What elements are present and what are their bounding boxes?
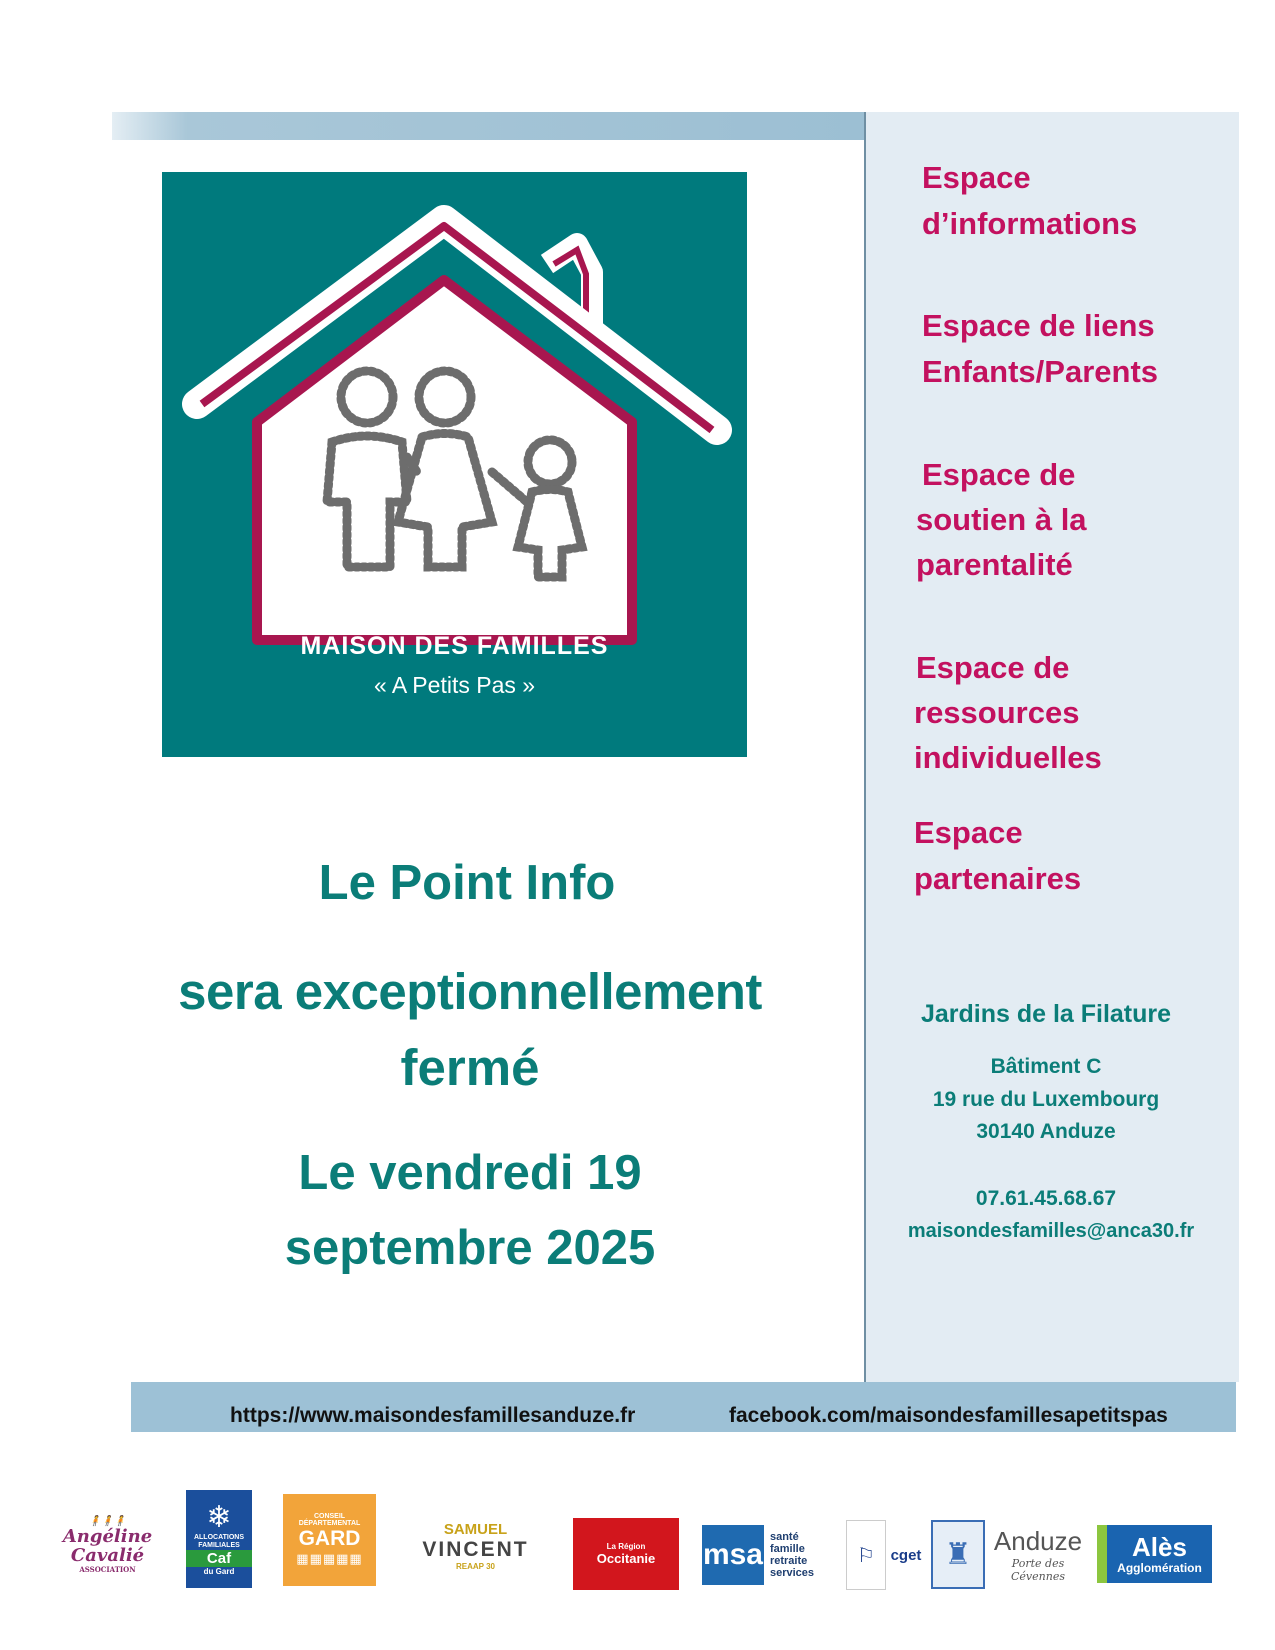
space-partenaires: Espace partenaires [914,815,1082,896]
samuel-vincent-logo: SAMUEL VINCENT REAAP 30 [422,1520,529,1571]
ales-agglomeration-logo: Alès Agglomération [1097,1525,1212,1583]
angeline-cavalie-logo: 🧍🧍🧍 Angéline Cavalié ASSOCIATION [62,1516,153,1574]
space-soutien: Espace de soutien à la parentalité [916,457,1087,582]
notice-line2: sera exceptionnellement [178,963,762,1020]
occitanie-region-logo: La Région Occitanie [573,1518,679,1590]
contact-phone: 07.61.45.68.67 [975,1187,1117,1210]
snowflake-icon: ❄ [206,1501,232,1534]
marianne-icon: ⚐ [857,1544,875,1567]
facebook-link[interactable]: facebook.com/maisondesfamillesapetitspas [729,1404,1168,1427]
contact-street: 19 rue du Luxembourg [932,1088,1160,1111]
republique-francaise-logo [846,1520,886,1590]
logo-name: MAISON DES FAMILLES [300,632,609,660]
msa-logo: msa santé famille retraite services [693,1522,823,1587]
cget-logo: cget [890,1546,922,1564]
top-gradient-bar [112,112,864,140]
people-icon: 🧍🧍🧍 [88,1516,127,1527]
website-link[interactable]: https://www.maisondesfamillesanduze.fr [230,1404,636,1427]
notice-date-line1: Le vendredi 19 [298,1146,642,1200]
logo-subtitle: « A Petits Pas » [373,672,536,698]
notice-title: Le Point Info [318,856,616,910]
caf-gard-logo: ❄ ALLOCATIONS FAMILIALES Caf du Gard [186,1490,252,1588]
contact-building: Bâtiment C [990,1055,1102,1078]
notice-date-line2: septembre 2025 [284,1221,656,1275]
space-liens: Espace de liens Enfants/Parents [922,308,1159,389]
contact-place: Jardins de la Filature [920,1000,1172,1028]
house-family-icon [162,172,747,757]
space-ressources: Espace de ressources individuelles [914,650,1102,775]
gard-departement-logo: CONSEIL DÉPARTEMENTAL GARD ▦▦▦▦▦ [283,1494,376,1586]
notice-line3: fermé [400,1039,540,1096]
anduze-logo: Anduze Porte des Cévennes [993,1525,1083,1583]
anduze-crest-icon: ♜ [931,1520,985,1589]
arches-icon: ▦▦▦▦▦ [296,1551,363,1566]
maison-des-familles-logo [162,172,747,757]
contact-city: 30140 Anduze [976,1120,1116,1143]
contact-email[interactable]: maisondesfamilles@anca30.fr [907,1220,1195,1242]
space-informations: Espace d’informations [922,160,1138,241]
